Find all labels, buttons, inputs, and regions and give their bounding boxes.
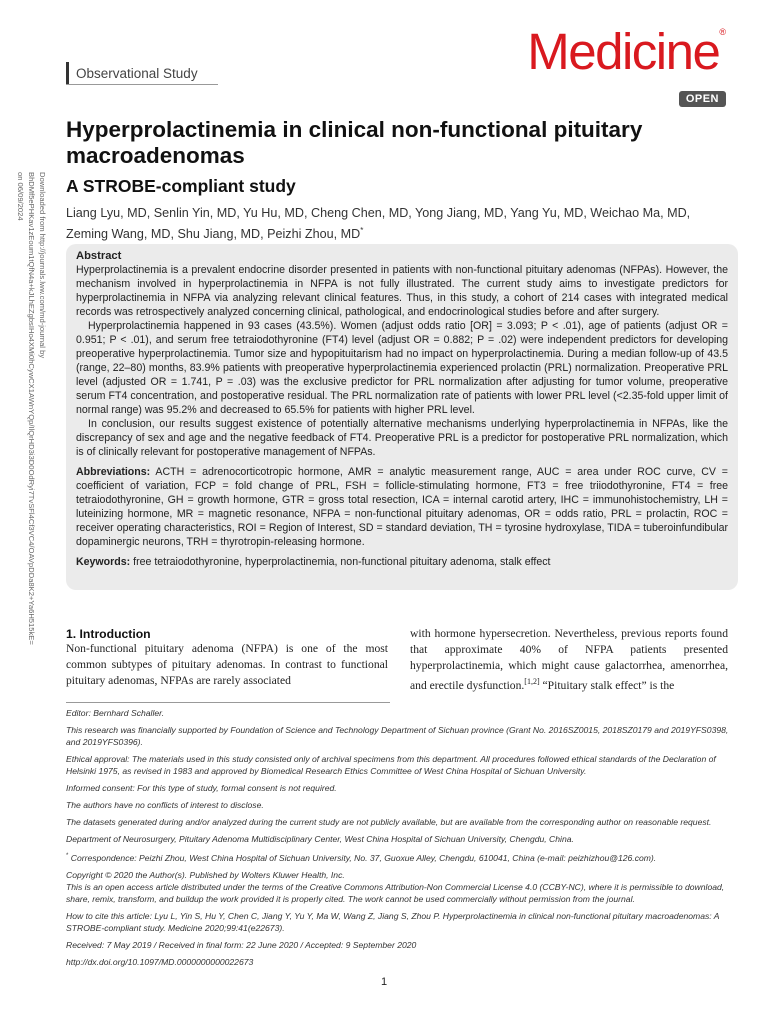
footnote-rule (66, 702, 390, 703)
footnote-editor: Editor: Bernhard Schaller. (66, 708, 165, 718)
article-title: Hyperprolactinemia in clinical non-functional pituitary macroadenomas (66, 117, 643, 168)
footnote-consent: Informed consent: For this type of study, formal consent is not required. (66, 783, 337, 793)
keywords-label: Keywords: (76, 556, 131, 568)
corresponding-author-mark: * (360, 226, 364, 235)
footnote-license: This is an open access article distributed under the terms of the Creative Commons Attribution-Non Commercial License 4.0 (CCBY-NC), where it is permissible to download, share, remix, transform, and buildup the work provided it is properly cited. The work cannot be used commercially without permission from the journal. (66, 881, 725, 904)
footnote-conflicts: The authors have no conflicts of interest to disclose. (66, 800, 264, 810)
footnote-ethics: Ethical approval: The materials used in this study consisted only of archival specimens from this department. All procedures followed ethical standards of the Declaration of Helsinki 1975, as revised in 1983 and approved by Biomedical Research Ethics Committee of West China Hospital of Sichuan University. (66, 754, 716, 776)
footnotes (66, 707, 738, 973)
introduction-heading: 1. Introduction (66, 627, 151, 641)
author-list (66, 205, 706, 243)
introduction-left-column: Non-functional pituitary adenoma (NFPA) is one of the most common subtypes of pituitary adenomas. In contrast to functional pituitary adenomas, NFPAs are rarely associated (66, 642, 388, 687)
abbreviations-label: Abbreviations: (76, 466, 151, 478)
intro-right-text-end: “Pituitary stalk effect” is the (539, 678, 675, 692)
footnote-copyright: Copyright © 2020 the Author(s). Published by Wolters Kluwer Health, Inc. (66, 869, 345, 880)
abstract-paragraph-3: In conclusion, our results suggest existence of potentially alternative mechanisms underlying hyperprolactinemia in NFPAs, like the discrepancy of sex and age and the negative feedback of FT4. Preoperative PRL is a predictor for postoperative PRL normalization, which is of clinically relevant for postoperative management of NFPAs. (76, 418, 728, 458)
intro-right-text: with hormone hypersecretion. Nevertheless, previous reports found that approximate 40% of NFPA patients presented hyperprolactinemia, which might cause galactorrhea, amenorrhea, and erectile dysfunction. (410, 627, 728, 692)
keywords-text: free tetraiodothyronine, hyperprolactinemia, non-functional pituitary adenoma, stalk effect (133, 556, 551, 568)
section-tag-label: Observational Study (76, 65, 198, 81)
footnote-received: Received: 7 May 2019 / Received in final form: 22 June 2020 / Accepted: 9 September 2020 (66, 939, 417, 950)
correspondence-mark: * (66, 853, 69, 859)
abstract-heading: Abstract (76, 250, 122, 262)
footnote-funding: This research was financially supported by Foundation of Science and Technology Department of Sichuan province (Grant No. 2016SZ0015, 2018SZ0179 and 2019YFS0398, and 2019YFS0396). (66, 725, 729, 747)
download-notice-text: Downloaded from http://journals.lww.com/md-journal by BhDMf5ePHKav1zEoum1tQfN4a+kJLhEZgbsIHo4XMi0hCywCX1AWnYQp/IlQrHD3i3D0OdRyi7TvSFl4Cf3VC4/OAVpDDa8K2+Ya6H515kE= on 06/09/2024 (16, 172, 47, 645)
section-tag-bar (66, 62, 69, 84)
journal-logo[interactable] (527, 23, 726, 80)
footnote-citation: How to cite this article: Lyu L, Yin S, Hu Y, Chen C, Jiang Y, Yu Y, Ma W, Wang Z, Jiang S, Zhou P. Hyperprolactinemia in clinical non-functional pituitary macroadenomas: A STROBE-compliant study. Medicine 2020;99:41(e22673). (66, 910, 720, 933)
abstract-paragraph-1: Hyperprolactinemia is a prevalent endocrine disorder presented in patients with non-functional pituitary adenomas (NFPAs). However, the mechanism involved in hyperprolactinemia in NFPA is not fully illustrated. The current study aims to investigate predictors for hyperprolactinemia in NFPA via analyzing relevant clinical features. Thus, in this study, a cohort of 214 cases with integrated medical records was retrospectively analyzed concerning clinical, pathological, and endocrinological studies before and after surgery. (76, 264, 728, 318)
journal-name: Medicine (527, 23, 720, 80)
abbreviations-text: ACTH = adrenocorticotropic hormone, AMR = analytic measurement range, AUC = area under ROC curve, CV = coefficient of variation, FCP = fold change of PRL, FSH = follicle-stimulating hormone, FT3 = free triiodothyronine, FT4 = free tetraiodothyronine, GH = growth hormone, GTR = gross total resection, ICA = internal carotid artery, IHC = immunohistochemistry, LH = luteinizing hormone, MR = magnetic resonance, NFPA = non-functional pituitary adenomas, OR = odds ratio, PRL = prolactin, ROC = receiver operating characteristics, ROI = Region of Interest, SD = standard deviation, TH = tyrosine hydroxylase, TIDA = tuberoinfundibular dopaminergic neurons, TRH = thyrotropin-releasing hormone. (76, 466, 728, 548)
download-notice (16, 172, 48, 645)
footnote-data-availability: The datasets generated during and/or analyzed during the current study are not publicly available, but are available from the corresponding author on reasonable request. (66, 817, 712, 827)
authors-text: Liang Lyu, MD, Senlin Yin, MD, Yu Hu, MD, Cheng Chen, MD, Yong Jiang, MD, Yang Yu, MD, Weichao Ma, MD, Zeming Wang, MD, Shu Jiang, MD, Peizhi Zhou, MD (66, 206, 691, 242)
footnote-correspondence (66, 850, 738, 864)
open-access-badge: OPEN (679, 91, 726, 107)
footnote-department: Department of Neurosurgery, Pituitary Adenoma Multidisciplinary Center, West China Hospital of Sichuan University, Chengdu, China. (66, 834, 574, 844)
introduction-right-column (410, 626, 728, 694)
section-tag-rule (66, 84, 218, 85)
article-subtitle: A STROBE-compliant study (66, 176, 296, 196)
abstract-box (66, 244, 738, 590)
abbreviations (76, 465, 728, 549)
reference-link[interactable]: [1,2] (524, 677, 540, 686)
section-tag (66, 62, 198, 84)
abstract-paragraph-2: Hyperprolactinemia happened in 93 cases (43.5%). Women (adjust odds ratio [OR] = 3.093; P < .01), age of patients (adjust OR = 0.951; P < .01), and serum free tetraiodothyronine (FT4) level (adjust OR = 0.882; P = .02) were independent predictors for developing preoperative hyperprolactinemia. Tumor size and hypopituitarism had no impact on hyperprolactinemia. During a median follow-up of 43.5 (range, 22–80) months, 83.9% patients with preoperative hyperprolactinemia experienced prolactin (PRL) normalization. Preoperative PRL level (adjusted OR = 1.741, P = .03) was the exclusive predictor for PRL normalization after adjusting for tumor volume, preoperative serum FT4 concentration, and postoperative residual. The PRL normalization rate of patients with lower PRL level (<2.35-fold upper limit of normal range) was 95.2% and decreased to 65.5% for patients with higher PRL level. (76, 320, 728, 416)
correspondence-text: Correspondence: Peizhi Zhou, West China Hospital of Sichuan University, No. 37, Guoxue Alley, Chengdu, 610041, China (e-mail: peizhizhou@126.com). (70, 852, 657, 863)
page-number: 1 (380, 976, 388, 988)
registered-mark: ® (719, 27, 726, 37)
doi-link[interactable]: http://dx.doi.org/10.1097/MD.0000000000022673 (66, 956, 254, 967)
keywords (76, 555, 728, 569)
